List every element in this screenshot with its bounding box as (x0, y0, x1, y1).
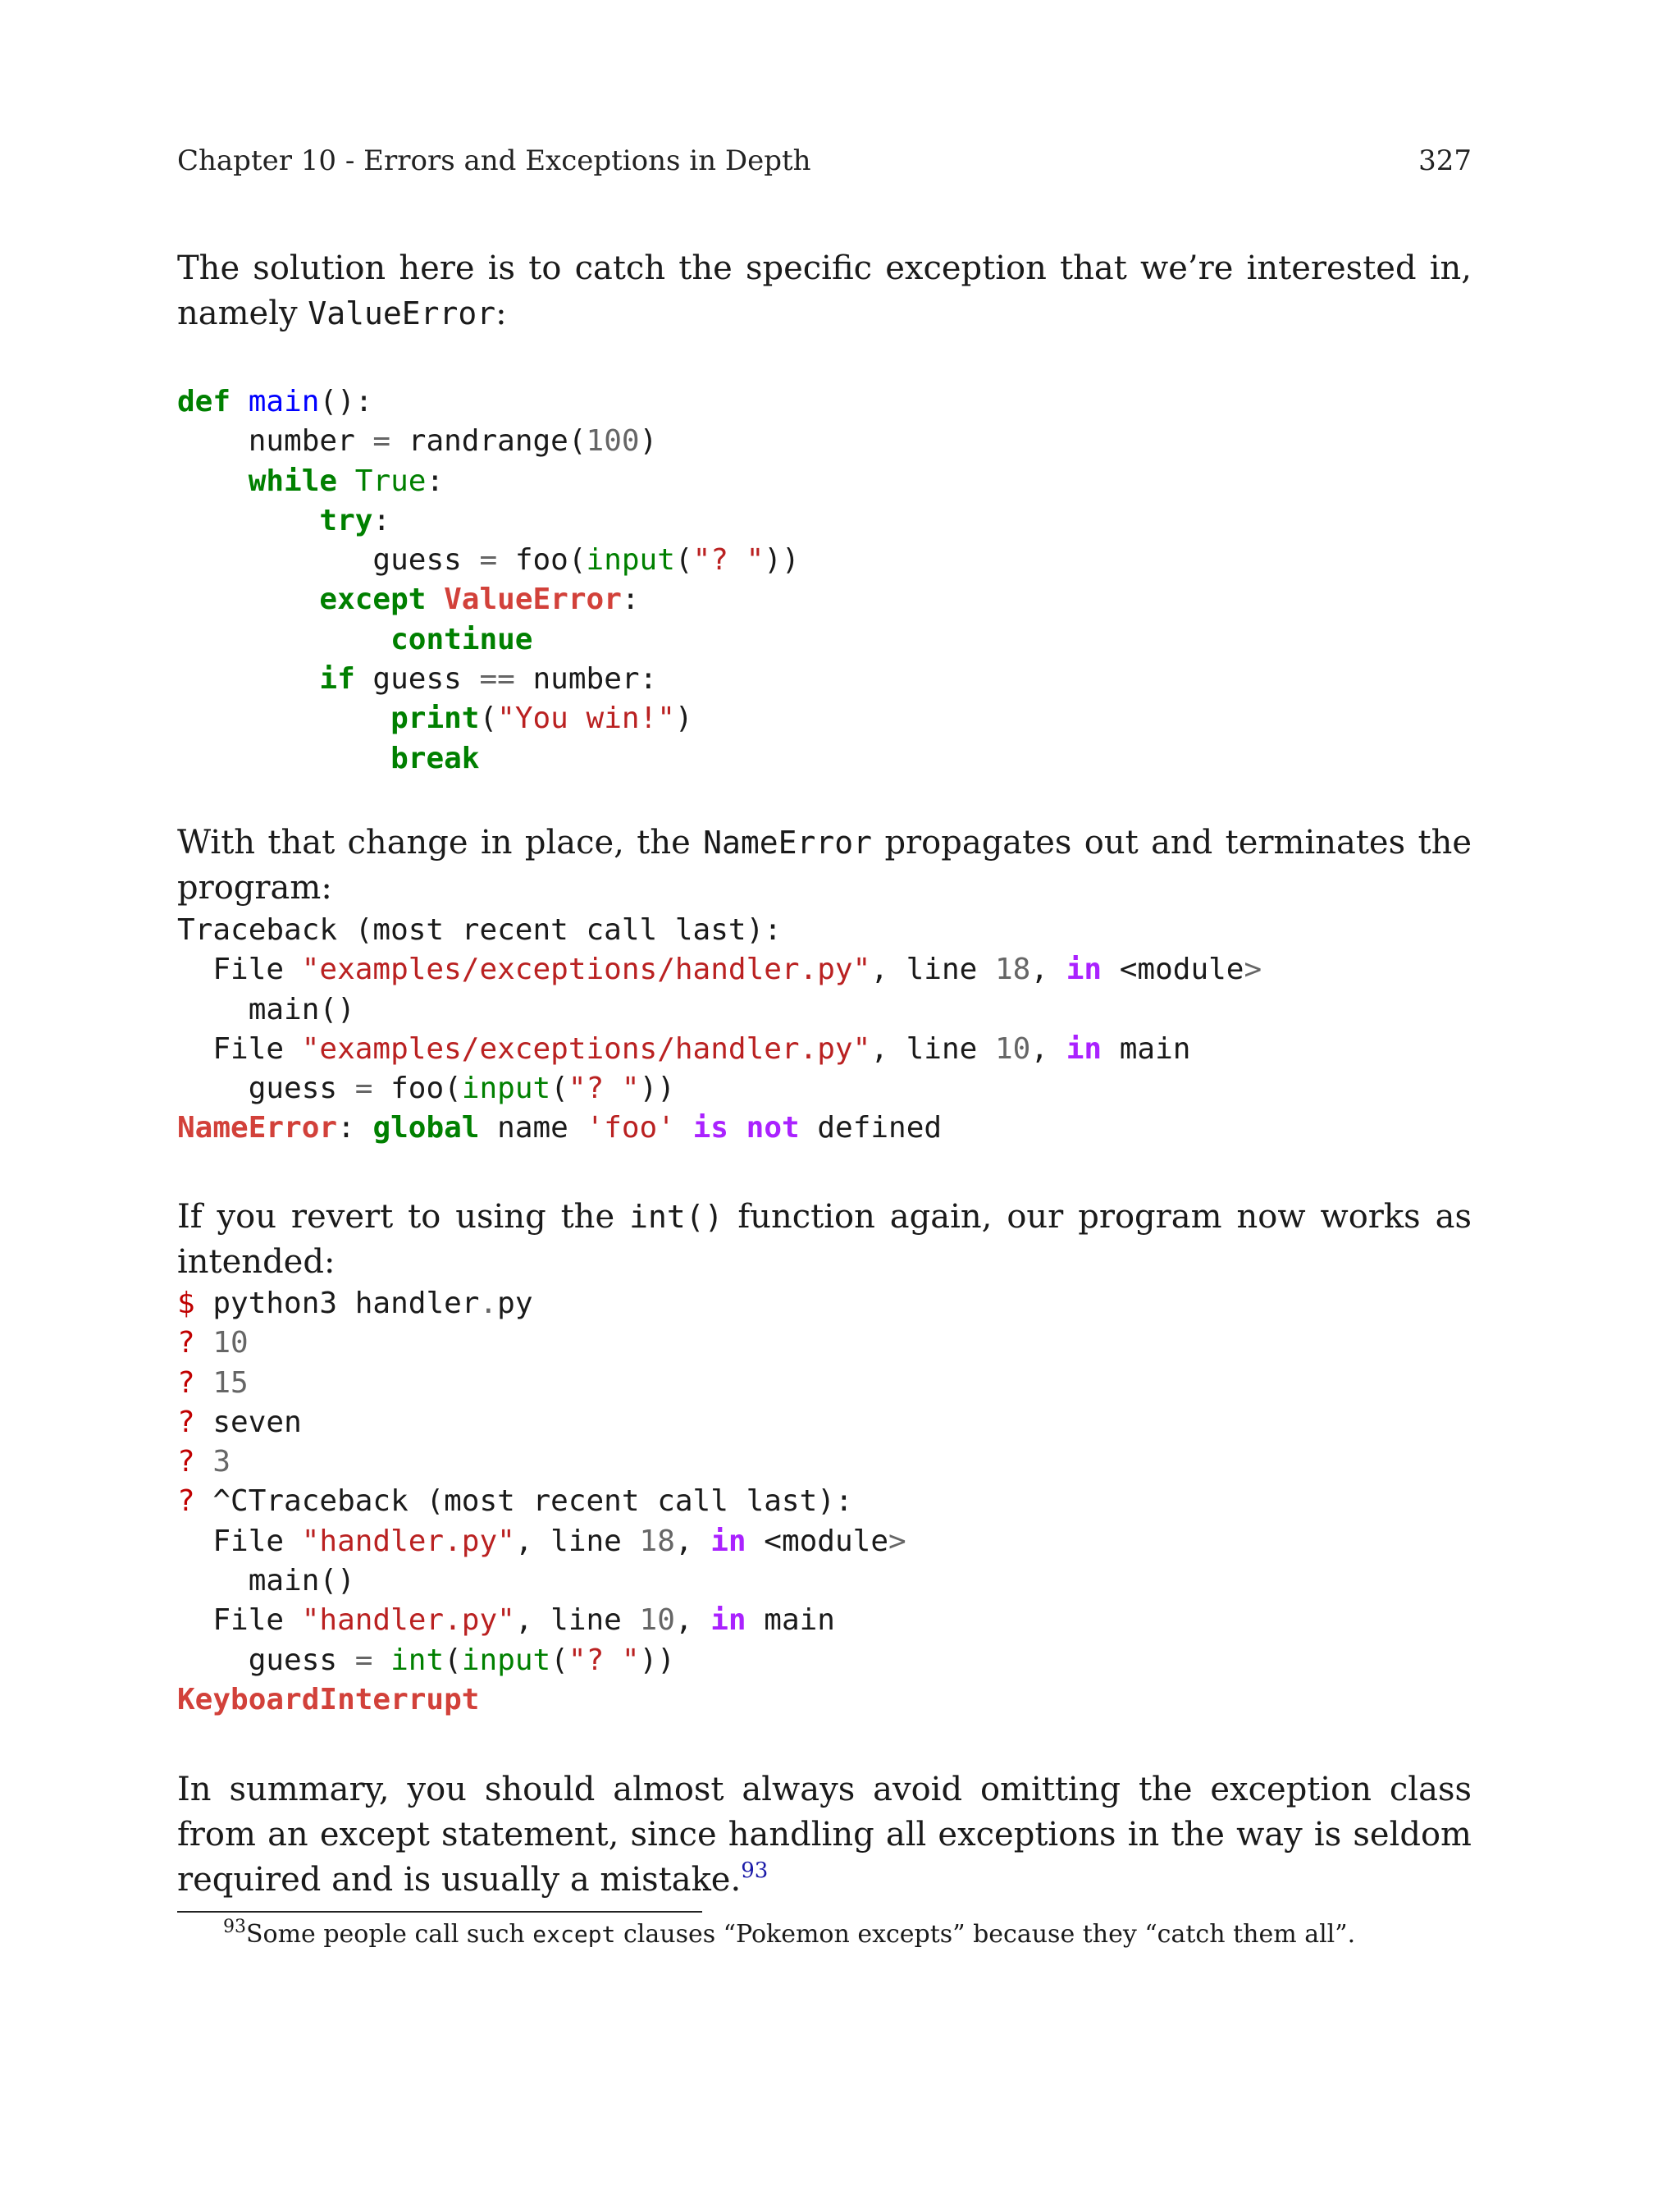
function-name: main (248, 385, 320, 418)
string-literal: "You win!" (497, 702, 675, 736)
keyword: in (1066, 953, 1102, 987)
operator: > (888, 1524, 906, 1558)
code-text: <module (746, 1524, 888, 1558)
keyword: while (248, 464, 338, 498)
code-text: foo( (497, 543, 587, 578)
operator: == (479, 662, 515, 697)
input-prompt: ? (177, 1405, 195, 1439)
footnote-number: 93 (223, 1917, 246, 1937)
builtin: input (461, 1072, 551, 1106)
number-literal: 18 (639, 1524, 675, 1558)
string-literal: "? " (692, 543, 765, 578)
inline-code-nameerror: NameError (703, 825, 873, 861)
operator: . (479, 1287, 498, 1320)
code-text: randrange( (390, 424, 587, 459)
code-text: , line (514, 1524, 640, 1558)
number-literal: 3 (212, 1445, 231, 1479)
paragraph-text: propagates out and terminates the program: (177, 824, 1472, 907)
code-text: number (248, 424, 373, 459)
code-text: python3 handler (194, 1287, 480, 1320)
input-prompt: ? (177, 1365, 195, 1400)
paragraph-text: If you revert to using the (177, 1198, 615, 1236)
code-block-main-function (177, 382, 1472, 779)
code-text: : (372, 503, 391, 537)
keyword: in (710, 1524, 746, 1558)
code-text: , line (870, 1031, 995, 1066)
number-literal: 18 (995, 953, 1031, 987)
string-literal: "? " (568, 1643, 640, 1677)
string-literal: 'foo' (586, 1111, 675, 1145)
paragraph-summary (177, 1767, 1472, 1903)
string-literal: "examples/exceptions/handler.py" (301, 1031, 871, 1066)
code-text: main() (177, 992, 355, 1026)
code-text: , line (514, 1603, 640, 1638)
number-literal: 15 (212, 1365, 249, 1400)
paragraph-text: With that change in place, the (177, 824, 691, 862)
exception-name: ValueError (444, 583, 622, 617)
operator: > (1244, 953, 1262, 987)
paragraph-punctuation: : (495, 295, 507, 332)
code-text: seven (212, 1405, 302, 1439)
input-prompt: ? (177, 1484, 195, 1519)
code-text: (): (319, 385, 373, 418)
code-text: main (746, 1603, 835, 1638)
keyword: print (390, 702, 480, 736)
code-text: Traceback (most recent call last): (177, 913, 782, 947)
string-literal: "handler.py" (301, 1524, 515, 1558)
keyword: try (319, 503, 373, 537)
code-text: ( (550, 1072, 568, 1106)
shell-prompt: $ (177, 1287, 195, 1320)
footnote-divider (177, 1911, 702, 1913)
code-text: py (497, 1287, 533, 1320)
keyword: def (177, 385, 231, 418)
footnote (223, 1918, 1355, 1951)
builtin: int (390, 1643, 445, 1677)
paragraph-text: The solution here is to catch the specific exception that we’re interested in, namely (177, 249, 1472, 332)
input-prompt: ? (177, 1326, 195, 1360)
footnote-text: clauses “Pokemon excepts” because they “catch them all”. (623, 1920, 1356, 1949)
code-text: guess (354, 662, 480, 697)
code-text: File (177, 953, 302, 987)
code-text: ) (639, 424, 658, 459)
keyword: continue (390, 622, 533, 656)
code-text: guess (177, 1643, 355, 1677)
code-text: , (674, 1524, 711, 1558)
builtin: input (586, 543, 675, 578)
code-text: )) (764, 543, 800, 578)
code-text: name (479, 1111, 587, 1145)
operator: = (372, 424, 391, 459)
code-text: File (177, 1524, 302, 1558)
code-text: main() (177, 1564, 355, 1598)
input-prompt: ? (177, 1445, 195, 1479)
builtin: input (461, 1643, 551, 1677)
paragraph-text: In summary, you should almost always avoid omitting the exception class from an except statement, since handling all exceptions in the way is seldom required and is usually a mistake. (177, 1771, 1472, 1899)
keyword: except (319, 583, 427, 617)
code-text: File (177, 1603, 302, 1638)
code-text: foo( (372, 1072, 462, 1106)
code-text: main (1102, 1031, 1191, 1066)
code-text: )) (639, 1072, 675, 1106)
code-text: ( (444, 1643, 462, 1677)
code-text: File (177, 1031, 302, 1066)
code-text: ( (479, 702, 498, 736)
number-literal: 100 (586, 424, 640, 459)
paragraph-text: function again, our program now works as intended: (177, 1198, 1472, 1281)
string-literal: "handler.py" (301, 1603, 515, 1638)
paragraph-nameerror (177, 821, 1472, 911)
keyword: if (319, 662, 355, 697)
page-header (177, 144, 1472, 185)
code-text: ( (674, 543, 693, 578)
exception-name: NameError (177, 1111, 338, 1145)
keyword: not (746, 1111, 800, 1145)
operator: = (354, 1643, 373, 1677)
code-text: guess (177, 1072, 355, 1106)
footnote-text: Some people call such (246, 1920, 525, 1949)
keyword: is (692, 1111, 728, 1145)
operator: = (479, 543, 498, 578)
code-text: ^CTraceback (most recent call last): (194, 1484, 853, 1519)
code-block-traceback-nameerror (177, 911, 1472, 1149)
footnote-reference[interactable]: 93 (741, 1858, 769, 1883)
code-text: : (621, 583, 640, 617)
exception-name: KeyboardInterrupt (177, 1682, 480, 1716)
builtin: True (354, 464, 427, 498)
inline-code-int: int() (629, 1199, 724, 1235)
code-text: ( (550, 1643, 568, 1677)
code-text: , line (870, 953, 995, 987)
code-text: , (674, 1603, 711, 1638)
code-text: <module (1102, 953, 1244, 987)
number-literal: 10 (212, 1326, 249, 1360)
code-text: , (1030, 953, 1066, 987)
inline-code-valueerror: ValueError (308, 295, 496, 331)
code-text: number: (514, 662, 658, 697)
footnote-inline-code: except (532, 1921, 616, 1948)
paragraph-revert (177, 1195, 1472, 1285)
code-text: defined (799, 1111, 943, 1145)
code-block-shell-session (177, 1284, 1472, 1720)
keyword: global (372, 1111, 480, 1145)
keyword: in (1066, 1031, 1102, 1066)
keyword: in (710, 1603, 746, 1638)
number-literal: 10 (639, 1603, 675, 1638)
running-header-chapter-title: Chapter 10 - Errors and Exceptions in Depth (177, 144, 811, 177)
code-text: : (337, 1111, 373, 1145)
page-number: 327 (1418, 144, 1472, 177)
string-literal: "? " (568, 1072, 640, 1106)
code-text: ) (674, 702, 693, 736)
code-text: , (1030, 1031, 1066, 1066)
number-literal: 10 (995, 1031, 1031, 1066)
string-literal: "examples/exceptions/handler.py" (301, 953, 871, 987)
paragraph-solution (177, 246, 1472, 336)
code-text: guess (372, 543, 480, 578)
code-text: : (426, 464, 445, 498)
operator: = (354, 1072, 373, 1106)
code-text: )) (639, 1643, 675, 1677)
code-text (372, 1643, 390, 1677)
keyword: break (390, 741, 480, 775)
